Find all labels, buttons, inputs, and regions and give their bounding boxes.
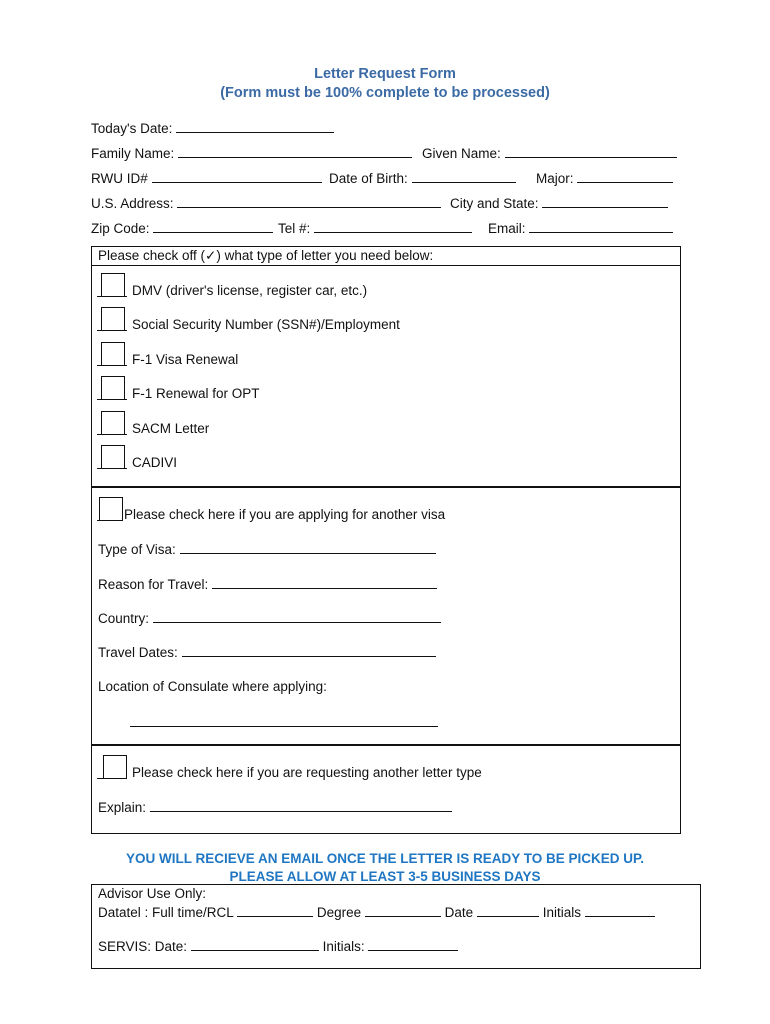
us-address-line[interactable] [177,195,441,208]
us-address-label: U.S. Address: [91,196,174,211]
type-of-visa-field[interactable] [98,541,436,557]
major-field[interactable] [536,170,673,186]
email-line[interactable] [529,220,673,233]
sacm-option-label: SACM Letter [132,421,210,436]
date-of-birth-line[interactable] [412,170,516,183]
major-line[interactable] [577,170,673,183]
type-of-visa-label: Type of Visa: [98,542,176,557]
rwu-id-label: RWU ID# [91,171,148,186]
advisor-initials-label: Initials [542,905,581,920]
consulate-line[interactable] [130,714,438,727]
advisor-heading: Advisor Use Only: [98,886,207,901]
degree-line[interactable] [365,904,441,917]
letter-type-instruction: Please check off (✓) what type of letter you need below: [98,248,434,263]
f1-opt-checkbox[interactable] [101,376,125,400]
dmv-checkbox[interactable] [101,273,125,297]
form-subtitle: (Form must be 100% complete to be processed) [220,85,550,101]
f1-visa-renewal-checkbox-underline [97,365,127,366]
travel-dates-line[interactable] [182,644,436,657]
rwu-id-field[interactable] [91,170,322,186]
family-name-field[interactable] [91,145,412,161]
zip-code-line[interactable] [153,220,273,233]
rwu-id-line[interactable] [152,170,322,183]
servis-initials-line[interactable] [368,938,458,951]
ssn-option-label: Social Security Number (SSN#)/Employment [132,317,400,332]
date-of-birth-field[interactable] [329,170,516,186]
other-letter-checkbox-underline [97,778,127,779]
city-state-label: City and State: [450,196,539,211]
form-title: Letter Request Form [314,66,456,82]
f1-opt-checkbox-underline [97,399,127,400]
tel-label: Tel #: [278,221,311,236]
cadivi-checkbox-underline [97,468,127,469]
reason-for-travel-line[interactable] [212,576,437,589]
date-of-birth-label: Date of Birth: [329,171,408,186]
dmv-option-label: DMV (driver's license, register car, etc.) [132,283,368,298]
country-field[interactable] [98,610,441,626]
tel-field[interactable] [278,220,472,236]
f1-visa-renewal-option-label: F-1 Visa Renewal [132,352,239,367]
city-state-field[interactable] [450,195,668,211]
email-notice: YOU WILL RECIEVE AN EMAIL ONCE THE LETTER IS READY TO BE PICKED UP. [125,851,645,866]
other-visa-checkbox-underline [97,520,123,521]
degree-label: Degree [316,905,362,920]
f1-visa-renewal-checkbox[interactable] [101,342,125,366]
dmv-checkbox-underline [97,296,127,297]
other-letter-checkbox[interactable] [103,755,127,779]
explain-field[interactable] [98,799,452,815]
consulate-label: Location of Consulate where applying: [98,679,327,694]
city-state-line[interactable] [542,195,668,208]
sacm-checkbox[interactable] [101,411,125,435]
type-of-visa-line[interactable] [180,541,436,554]
ssn-checkbox-underline [97,330,127,331]
todays-date-field[interactable] [91,120,334,136]
datatel-label: Datatel : Full time/RCL [98,905,234,920]
country-label: Country: [98,611,150,626]
servis-date-line[interactable] [191,938,319,951]
datatel-line[interactable] [237,904,313,917]
sacm-checkbox-underline [97,434,127,435]
email-label: Email: [488,221,526,236]
explain-label: Explain: [98,800,147,815]
family-name-label: Family Name: [91,146,175,161]
todays-date-line[interactable] [176,120,334,133]
given-name-label: Given Name: [422,146,501,161]
explain-line[interactable] [150,799,452,812]
advisor-date-line[interactable] [477,904,539,917]
given-name-line[interactable] [505,145,677,158]
business-days-notice: PLEASE ALLOW AT LEAST 3-5 BUSINESS DAYS [229,869,541,884]
reason-for-travel-field[interactable] [98,576,437,592]
tel-line[interactable] [314,220,472,233]
country-line[interactable] [153,610,441,623]
us-address-field[interactable] [91,195,441,211]
family-name-line[interactable] [178,145,412,158]
servis-field[interactable] [98,938,458,954]
ssn-checkbox[interactable] [101,307,125,331]
advisor-initials-line[interactable] [585,904,655,917]
servis-date-label: SERVIS: Date: [98,939,188,954]
todays-date-label: Today's Date: [91,121,173,136]
datatel-field[interactable] [98,904,655,920]
major-label: Major: [536,171,574,186]
other-letter-label: Please check here if you are requesting another letter type [132,765,482,780]
given-name-field[interactable] [422,145,677,161]
cadivi-checkbox[interactable] [101,445,125,469]
f1-opt-option-label: F-1 Renewal for OPT [132,386,260,401]
reason-for-travel-label: Reason for Travel: [98,577,209,592]
travel-dates-field[interactable] [98,644,436,660]
travel-dates-label: Travel Dates: [98,645,178,660]
email-field[interactable] [488,220,673,236]
zip-code-label: Zip Code: [91,221,150,236]
cadivi-option-label: CADIVI [132,455,178,470]
zip-code-field[interactable] [91,220,273,236]
other-letter-section [91,744,681,834]
servis-initials-label: Initials: [322,939,365,954]
other-visa-checkbox[interactable] [99,497,123,521]
other-visa-label: Please check here if you are applying for another visa [124,507,446,522]
advisor-date-label: Date [444,905,474,920]
